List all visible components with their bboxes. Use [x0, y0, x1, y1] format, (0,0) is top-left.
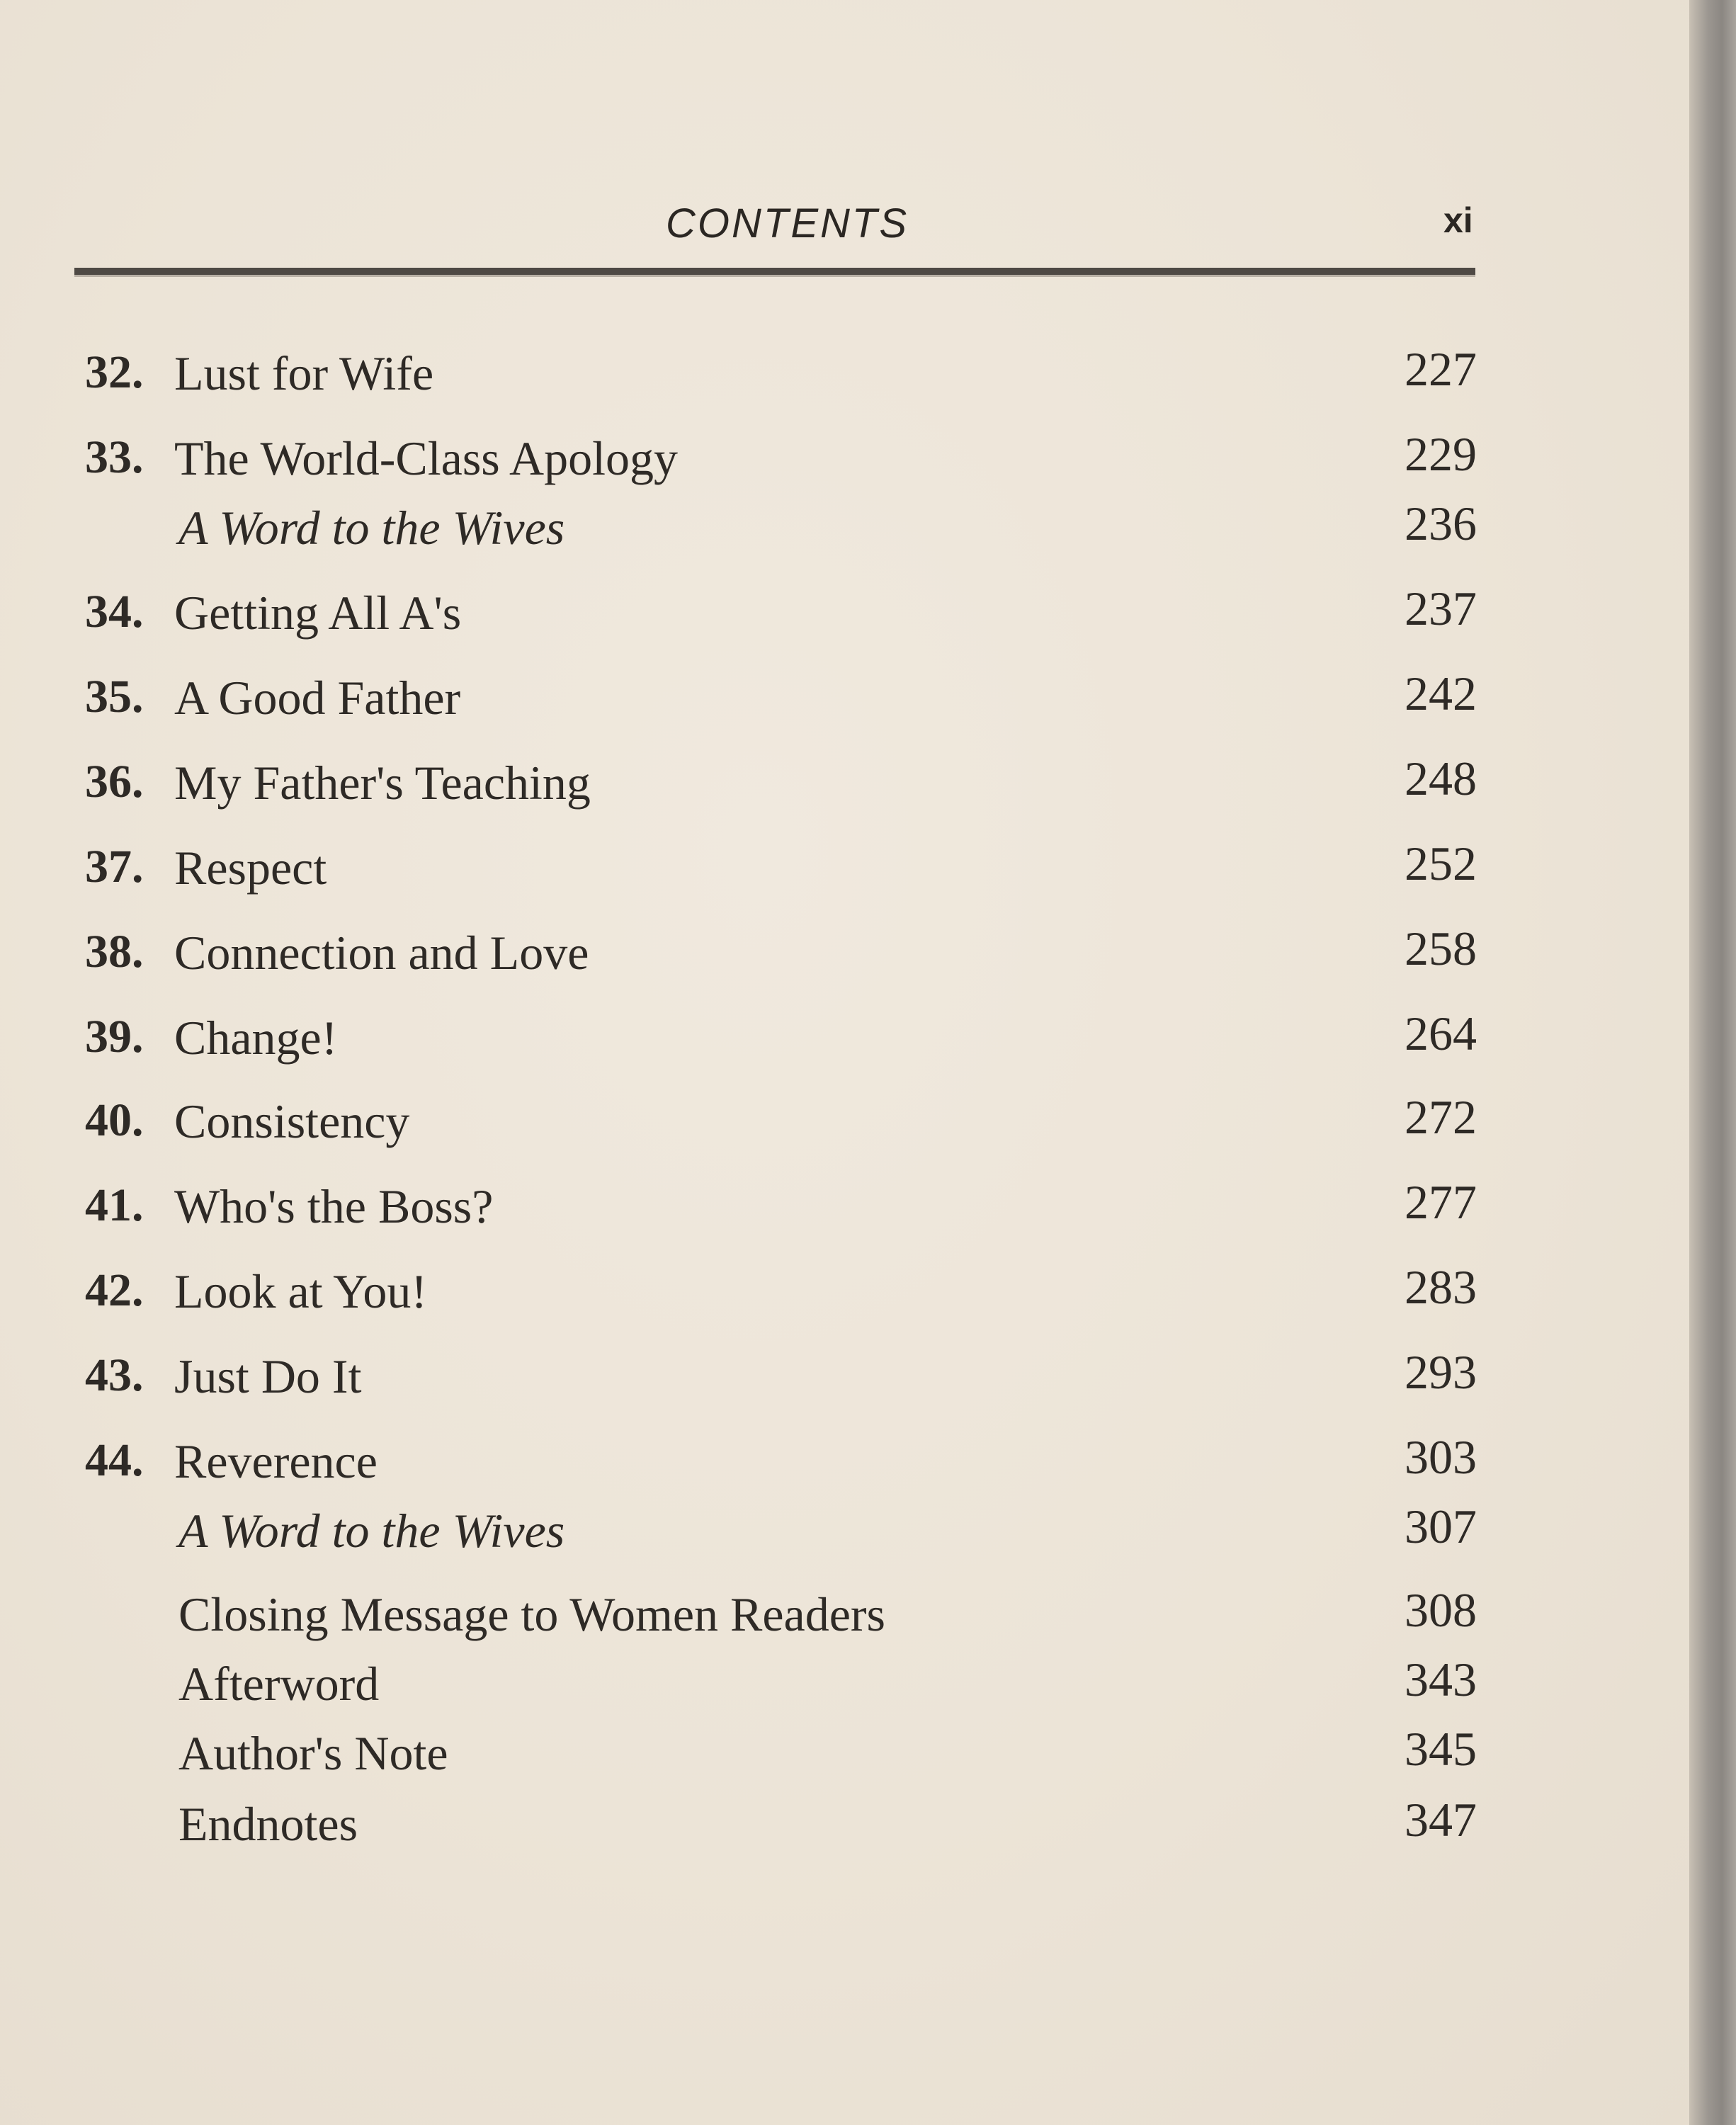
toc-entry — [0, 1090, 1689, 1157]
toc-entry — [0, 1345, 1689, 1412]
chapter-number: 35. — [85, 671, 144, 722]
page-ref: 258 — [1405, 922, 1477, 975]
page-ref: 272 — [1405, 1090, 1477, 1144]
page-ref: 237 — [1405, 582, 1477, 635]
chapter-number: 40. — [85, 1094, 144, 1146]
page-ref: 345 — [1405, 1722, 1477, 1776]
section-title: Afterword — [178, 1657, 380, 1711]
chapter-number: 33. — [85, 431, 144, 483]
toc-entry — [0, 1500, 1689, 1567]
toc-entry — [0, 752, 1689, 819]
chapter-title: Consistency — [174, 1094, 410, 1148]
toc-entry — [0, 1007, 1689, 1074]
toc-entry — [0, 1430, 1689, 1497]
chapter-number: 36. — [85, 756, 144, 808]
toc-entry — [0, 1583, 1689, 1650]
chapter-number: 42. — [85, 1264, 144, 1316]
page-number: xi — [1443, 200, 1473, 240]
toc-entry — [0, 1175, 1689, 1242]
header-rule — [74, 268, 1475, 275]
chapter-number: 37. — [85, 841, 144, 892]
chapter-title: Change! — [174, 1011, 338, 1065]
page-ref: 252 — [1405, 837, 1477, 890]
chapter-title: The World-Class Apology — [174, 431, 679, 485]
chapter-number: 43. — [85, 1349, 144, 1401]
page-ref: 307 — [1405, 1500, 1477, 1553]
page-ref: 277 — [1405, 1175, 1477, 1229]
page-ref: 248 — [1405, 752, 1477, 805]
page-ref: 347 — [1405, 1793, 1477, 1847]
chapter-number: 41. — [85, 1179, 144, 1231]
toc-entry — [0, 922, 1689, 989]
chapter-title: A Good Father — [174, 671, 461, 725]
header-rule-shadow — [74, 275, 1475, 277]
toc-entry — [0, 582, 1689, 649]
page-ref: 283 — [1405, 1260, 1477, 1314]
chapter-title: Connection and Love — [174, 926, 589, 980]
running-head: CONTENTS — [666, 200, 909, 246]
toc-entry — [0, 342, 1689, 409]
chapter-title: My Father's Teaching — [174, 756, 591, 810]
page-ref: 236 — [1405, 497, 1477, 550]
chapter-title: Lust for Wife — [174, 346, 434, 400]
chapter-title: Who's the Boss? — [174, 1179, 494, 1233]
page-ref: 308 — [1405, 1583, 1477, 1637]
toc-entry — [0, 1722, 1689, 1789]
page-ref: 227 — [1405, 342, 1477, 396]
page-ref: 303 — [1405, 1430, 1477, 1484]
toc-entry — [0, 1260, 1689, 1327]
chapter-title: Just Do It — [174, 1349, 362, 1403]
page-ref: 229 — [1405, 427, 1477, 481]
page-ref: 343 — [1405, 1653, 1477, 1706]
section-title: Author's Note — [178, 1726, 448, 1780]
page-ref: 242 — [1405, 667, 1477, 720]
section-title: A Word to the Wives — [178, 501, 565, 555]
chapter-title: Reverence — [174, 1434, 378, 1488]
toc-entry — [0, 1653, 1689, 1720]
section-title: Endnotes — [178, 1797, 358, 1851]
section-title: A Word to the Wives — [178, 1504, 565, 1558]
page-ref: 293 — [1405, 1345, 1477, 1399]
toc-entry — [0, 667, 1689, 734]
chapter-number: 39. — [85, 1011, 144, 1062]
chapter-number: 32. — [85, 346, 144, 398]
chapter-title: Look at You! — [174, 1264, 428, 1318]
toc-entry — [0, 837, 1689, 904]
toc-entry — [0, 427, 1689, 494]
toc-entry — [0, 497, 1689, 564]
page-ref: 264 — [1405, 1007, 1477, 1060]
chapter-number: 44. — [85, 1434, 144, 1486]
chapter-title: Getting All A's — [174, 586, 462, 640]
chapter-number: 38. — [85, 926, 144, 978]
book-spine-edge — [1689, 0, 1736, 2125]
section-title: Closing Message to Women Readers — [178, 1587, 886, 1641]
chapter-title: Respect — [174, 841, 327, 895]
toc-entry — [0, 1793, 1689, 1860]
chapter-number: 34. — [85, 586, 144, 638]
